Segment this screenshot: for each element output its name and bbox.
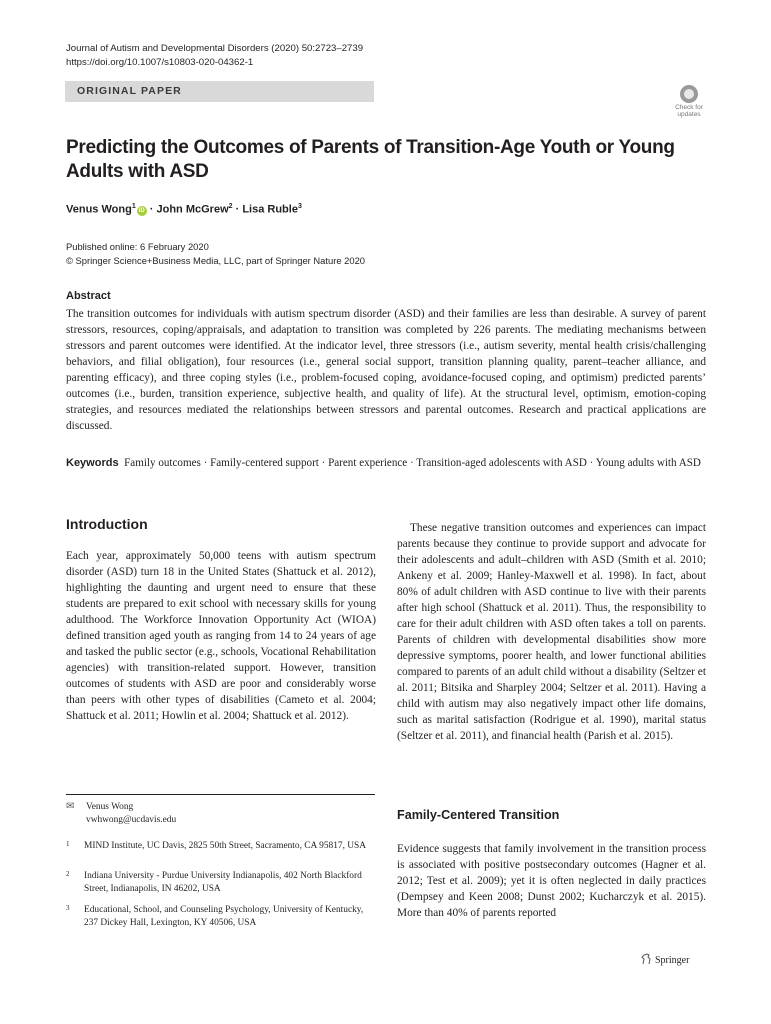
family-centered-paragraph: Evidence suggests that family involvement in the transition process is associated with positive postsecondary outcomes (Hagner et al. 2012; Test et al. 2009); yet it is often neglected in daily practices (Dempsey and Keen 2008; Dunst 2002; Kucharczyk et al. 2015). More than 40% of parents reported: [397, 843, 706, 919]
introduction-paragraph-2: These negative transition outcomes and experiences can impact parents because they continue to provide support and advocate for their adolescents and adult–children with ASD (Smith et al. 2010; Ankeny et al. 2009; Hanley-Maxwell et al. 1998). In fact, about 80% of adult children with ASD continue to live with their parents after high school (Shattuck et al. 2011). Thus, the responsibility to care for their adult children with ASD often takes a toll on parents. Parents of children with developmental disabilities show more depressive symptoms, poorer health, and lower functional abilities compared to parents of an adult child without a disability (Seltzer et al. 2011; Bitsika and Sharpley 2004; Seltzer et al. 2011). Having a child with autism may also negatively impact other life domains, such as marital satisfaction (Rodrigue et al. 1990), marital status (Seltzer et al. 2011), and financial health (Parish et al. 2015).: [397, 522, 706, 742]
orcid-icon[interactable]: iD: [138, 207, 145, 214]
author-name: Lisa Ruble: [242, 203, 298, 216]
introduction-paragraph-1: Each year, approximately 50,000 teens with autism spectrum disorder (ASD) turn 18 in the United States (Shattuck et al. 2012), highlighting the daunting and urgent need to ensure that these students are prepared to exit school with necessary skills for young adulthood. The Workforce Innovation Opportunity Act (WIOA) defined transition aged youth as ranging from 14 to 24 years of age and tasked the public sector (e.g., schools, Vocational Rehabilitation agencies) with transition-related support. However, transition outcomes of students with ASD are poor and considerably worse than peers with other types of disabilities (Cameto et al. 2004; Shattuck et al. 2011; Howlin et al. 2004; Shattuck et al. 2012).: [66, 550, 376, 722]
affiliation-text: Indiana University - Purdue University Indianapolis, 402 North Blackford Street, Indianapolis, IN 46202, USA: [84, 871, 362, 894]
publication-info: [66, 240, 365, 268]
affiliation-text: MIND Institute, UC Davis, 2825 50th Street, Sacramento, CA 95817, USA: [84, 841, 367, 851]
author-name: Venus Wong: [66, 203, 132, 216]
footnote-divider: [66, 794, 375, 795]
article-type-label: ORIGINAL PAPER: [77, 85, 182, 97]
author-name: John McGrew: [156, 203, 229, 216]
affiliation-2: [66, 870, 376, 896]
check-updates-icon: [680, 85, 698, 103]
author-separator: ·: [146, 203, 157, 216]
author-separator: ·: [232, 203, 243, 216]
correspondence-block: [66, 800, 176, 827]
author-affiliation-ref: 3: [297, 203, 302, 210]
abstract-heading: Abstract: [66, 290, 111, 302]
introduction-heading: Introduction: [66, 516, 148, 532]
author-affiliation-ref: 1: [131, 203, 136, 210]
affiliation-number: 1: [66, 840, 70, 848]
family-centered-heading: Family-Centered Transition: [397, 808, 560, 822]
check-updates-label: Check for updates: [675, 104, 703, 118]
affiliation-1: [66, 840, 376, 853]
keywords-text: Family outcomes · Family-centered support · Parent experience · Transition-aged adolescents with ASD · Young adults with ASD: [124, 457, 701, 469]
author-affiliation-ref: 2: [228, 203, 233, 210]
affiliation-3: [66, 904, 376, 930]
page-title: Predicting the Outcomes of Parents of Transition-Age Youth or Young Adults with ASD: [66, 137, 675, 182]
article-type-banner: [65, 81, 374, 102]
copyright-notice: © Springer Science+Business Media, LLC, part of Springer Nature 2020: [66, 255, 365, 266]
author-list: [66, 203, 302, 216]
published-date: Published online: 6 February 2020: [66, 241, 209, 252]
journal-header: [66, 42, 363, 70]
publisher-logo: [640, 953, 689, 966]
publisher-name: Springer: [655, 955, 690, 966]
keywords-label: Keywords: [66, 457, 119, 469]
affiliation-number: 3: [66, 904, 70, 912]
corresponding-author: Venus Wong: [86, 802, 134, 812]
corresponding-email[interactable]: vwhwong@ucdavis.edu: [86, 815, 177, 825]
doi-link[interactable]: https://doi.org/10.1007/s10803-020-04362-1: [66, 57, 254, 68]
springer-horse-icon: [640, 953, 652, 965]
envelope-icon: ✉: [66, 801, 75, 812]
journal-citation: Journal of Autism and Developmental Disorders (2020) 50:2723–2739: [66, 43, 364, 54]
check-for-updates-badge[interactable]: [672, 85, 706, 122]
affiliation-number: 2: [66, 870, 70, 878]
keywords: [66, 455, 706, 471]
affiliation-text: Educational, School, and Counseling Psychology, University of Kentucky, 237 Dickey Hall, Lexington, KY 40506, USA: [84, 905, 364, 928]
abstract-text: The transition outcomes for individuals with autism spectrum disorder (ASD) and their families are less than desirable. A survey of parent stressors, resources, coping/appraisals, and adaptation to transition was completed by 226 parents. The mediating mechanisms between stressors and parent outcomes were identified. At the indicator level, three stressors (i.e., autism severity, mental health crisis/challenging behaviors, and filial obligation), four resources (i.e., general social support, transition planning quality, parent–teacher alliance, and parenting efficacy), and three coping styles (i.e., problem-focused coping, avoidance-focused coping, and optimism) predicted parents’ outcomes (i.e., burden, transition experience, subjective health, and quality of life). At the structural level, optimism, emotion-coping strategies, and resources mediated the relationships between stressors and parental outcomes. Research and practical applications are discussed.: [66, 308, 706, 432]
